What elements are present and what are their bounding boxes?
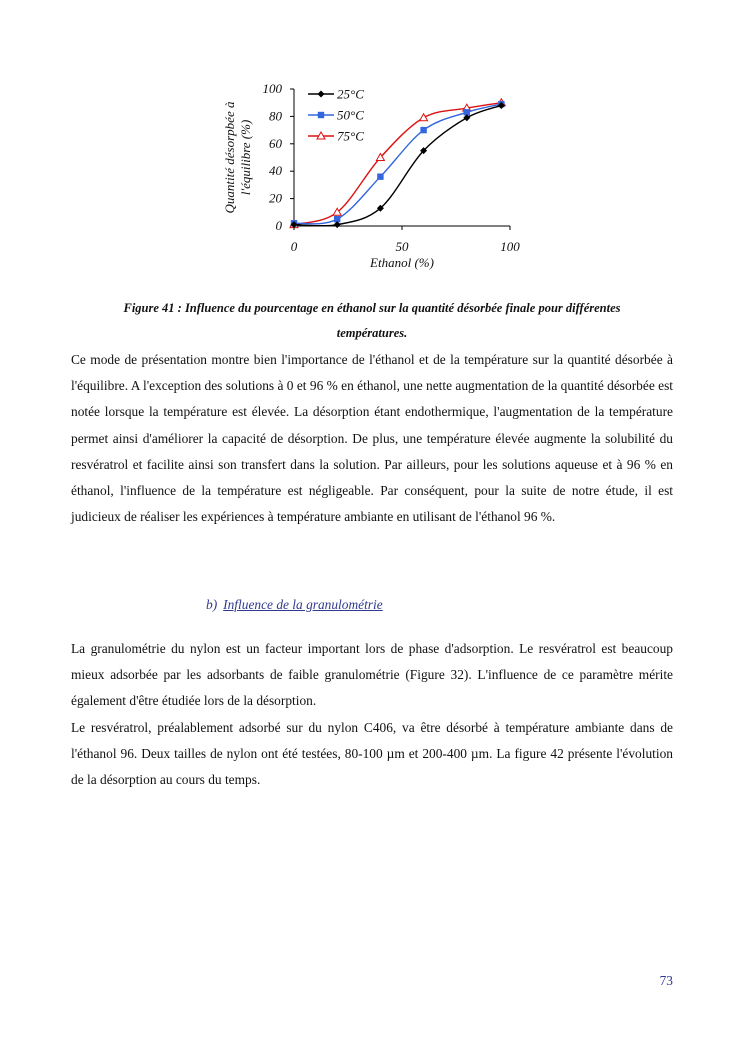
data-point xyxy=(420,114,428,121)
desorption-chart xyxy=(210,75,540,275)
series-line xyxy=(294,104,501,224)
figure-caption-line2: températures. xyxy=(336,326,408,340)
series-line xyxy=(294,105,501,225)
y-tick-label: 80 xyxy=(269,108,282,124)
legend-label: 75°C xyxy=(337,128,364,144)
y-tick-label: 60 xyxy=(269,135,282,151)
figure-caption xyxy=(72,296,672,346)
section-title: Influence de la granulométrie xyxy=(223,597,383,612)
y-tick-label: 20 xyxy=(269,190,282,206)
section-heading xyxy=(206,597,383,613)
chart-svg xyxy=(210,75,540,275)
section-marker: b) xyxy=(206,597,218,612)
y-axis-label-line2: l'équilibre (%) xyxy=(238,119,253,196)
figure-caption-line1: Figure 41 : Influence du pourcentage en éthanol sur la quantité désorbée finale pour différentes xyxy=(123,301,621,315)
y-tick-label: 100 xyxy=(262,81,282,96)
y-tick-label: 0 xyxy=(275,218,282,233)
page-number: 73 xyxy=(659,973,673,988)
series-line xyxy=(294,103,501,225)
legend-label: 50°C xyxy=(337,107,364,123)
x-tick-label: 100 xyxy=(500,239,520,254)
legend-marker xyxy=(318,112,324,118)
paragraph-3: Le resvératrol, préalablement adsorbé sur du nylon C406, va être désorbé à température ambiante dans de l'éthanol 96. Deux tailles de nylon ont été testées, 80-100 µm et 200-400 µm. La figure 42 présente l'évolution de la désorption au cours du temps. xyxy=(71,720,673,788)
x-tick-label: 0 xyxy=(290,239,298,254)
paragraph-2: La granulométrie du nylon est un facteur important lors de phase d'adsorption. Le resvératrol est beaucoup mieux adsorbée par les adsorbants de faible granulométrie (Figure 32). L'influence de ce paramètre mérite également d'être étudiée lors de la désorption. xyxy=(71,641,673,709)
data-point xyxy=(377,173,383,179)
x-axis-label: Ethanol (%) xyxy=(370,255,434,270)
data-point xyxy=(420,127,426,133)
y-axis-label-line1: Quantité désorpbée à xyxy=(222,101,237,214)
legend-marker xyxy=(318,91,325,98)
x-tick-label: 50 xyxy=(395,239,409,254)
legend-label: 25°C xyxy=(337,86,364,102)
paragraph-1: Ce mode de présentation montre bien l'importance de l'éthanol et de la température sur la quantité désorbée à l'équilibre. A l'exception des solutions à 0 et 96 % en éthanol, une nette augmentation de la quantité désorbée est notée lorsque la température est élevée. La désorption étant endothermique, l'augmentation de la température permet ainsi d'améliorer la capacité de désorption. De plus, une température élevée augmente la solubilité du resvératrol et facilite ainsi son transfert dans la solution. Par ailleurs, pour les solutions aqueuse et à 96 % en éthanol, l'influence de la température est négligeable. Par conséquent, pour la suite de notre étude, il est judicieux de réaliser les expériences à température ambiante en utilisant de l'éthanol 96 %. xyxy=(71,352,673,525)
y-tick-label: 40 xyxy=(269,163,282,179)
